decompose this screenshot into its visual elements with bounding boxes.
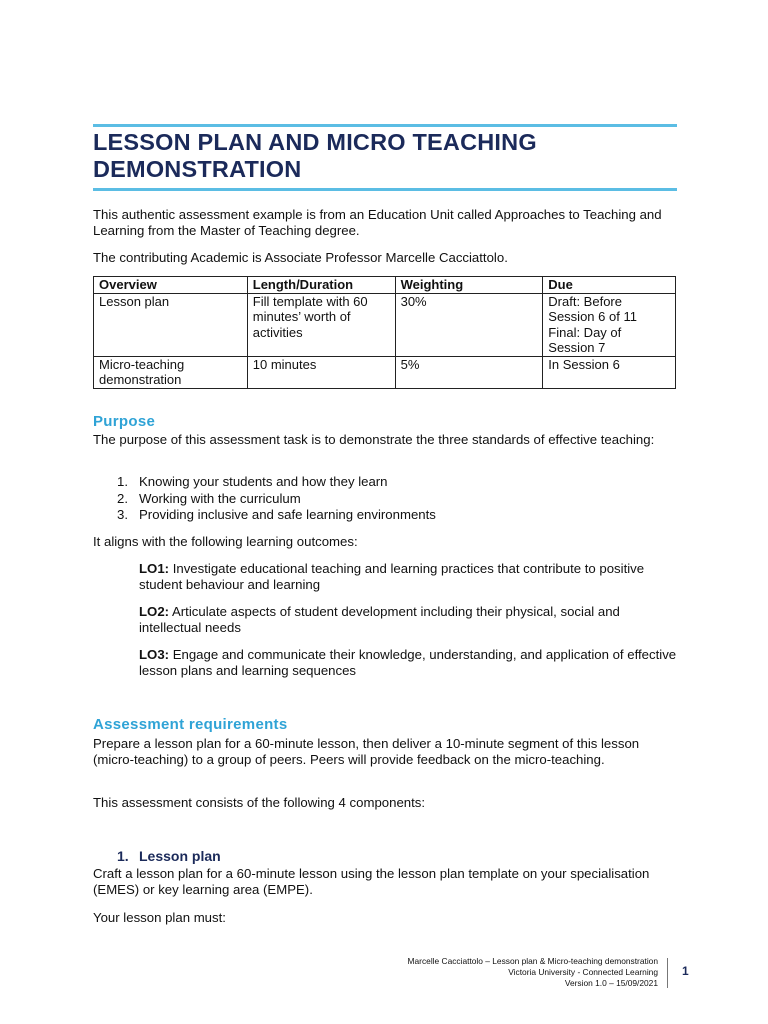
table-cell: 10 minutes <box>247 356 395 388</box>
contributor-paragraph: The contributing Academic is Associate Professor Marcelle Cacciattolo. <box>93 250 508 265</box>
table-cell: Micro-teaching demonstration <box>94 356 248 388</box>
list-item: 3. Providing inclusive and safe learning environments <box>117 507 436 523</box>
purpose-paragraph: The purpose of this assessment task is to demonstrate the three standards of effective teaching: <box>93 432 655 447</box>
footer-line-1: Marcelle Cacciattolo – Lesson plan & Micro-teaching demonstration <box>407 956 658 966</box>
purpose-heading: Purpose <box>93 413 156 430</box>
table-cell: In Session 6 <box>543 356 676 388</box>
intro-paragraph: This authentic assessment example is from an Education Unit called Approaches to Teaching and Learning from the Master of Teaching degree. <box>93 207 662 238</box>
assessment-requirements-heading: Assessment requirements <box>93 716 288 733</box>
learning-outcome-3: LO3: Engage and communicate their knowledge, understanding, and application of effective lesson plans and learning sequences <box>139 647 677 678</box>
page-footer <box>408 956 658 989</box>
table-row <box>94 293 676 356</box>
learning-outcome-1: LO1: Investigate educational teaching and learning practices that contribute to positive student behaviour and learning <box>139 561 645 592</box>
table-header: Weighting <box>395 277 543 294</box>
table-header: Overview <box>94 277 248 294</box>
lesson-plan-must: Your lesson plan must: <box>93 910 226 925</box>
title-top-rule <box>93 124 677 127</box>
table-cell: 5% <box>395 356 543 388</box>
overview-table <box>93 276 676 389</box>
title-line-1: LESSON PLAN AND MICRO TEACHING <box>93 129 537 155</box>
table-cell: Fill template with 60 minutes’ worth of activities <box>247 293 395 356</box>
table-header: Due <box>543 277 676 294</box>
aligns-paragraph: It aligns with the following learning outcomes: <box>93 534 358 549</box>
table-cell: Lesson plan <box>94 293 248 356</box>
table-cell: 30% <box>395 293 543 356</box>
table-header: Length/Duration <box>247 277 395 294</box>
lesson-plan-paragraph: Craft a lesson plan for a 60-minute lesson using the lesson plan template on your specialisation (EMES) or key learning area (EMPE). <box>93 866 650 897</box>
footer-line-2: Victoria University - Connected Learning <box>508 967 658 977</box>
table-row <box>94 356 676 388</box>
footer-line-3: Version 1.0 – 15/09/2021 <box>564 978 658 988</box>
table-header-row <box>94 277 676 294</box>
page-number: 1 <box>682 964 689 978</box>
list-item: 2. Working with the curriculum <box>117 490 301 506</box>
list-item: 1. Knowing your students and how they learn <box>117 474 388 489</box>
footer-divider <box>667 958 668 988</box>
learning-outcome-2: LO2: Articulate aspects of student development including their physical, social and intellectual needs <box>139 604 620 635</box>
title-bottom-rule <box>93 188 677 191</box>
lesson-plan-heading: 1. Lesson plan <box>117 848 221 864</box>
requirements-paragraph: Prepare a lesson plan for a 60-minute lesson, then deliver a 10-minute segment of this lesson (micro-teaching) to a group of peers. Peers will provide feedback on the micro-teaching. <box>93 736 640 767</box>
table-cell: Draft: Before Session 6 of 11 Final: Day of Session 7 <box>543 293 676 356</box>
page-title <box>93 129 677 183</box>
title-line-2: DEMONSTRATION <box>93 156 302 182</box>
standards-list <box>117 474 436 524</box>
components-paragraph: This assessment consists of the following 4 components: <box>93 795 426 810</box>
